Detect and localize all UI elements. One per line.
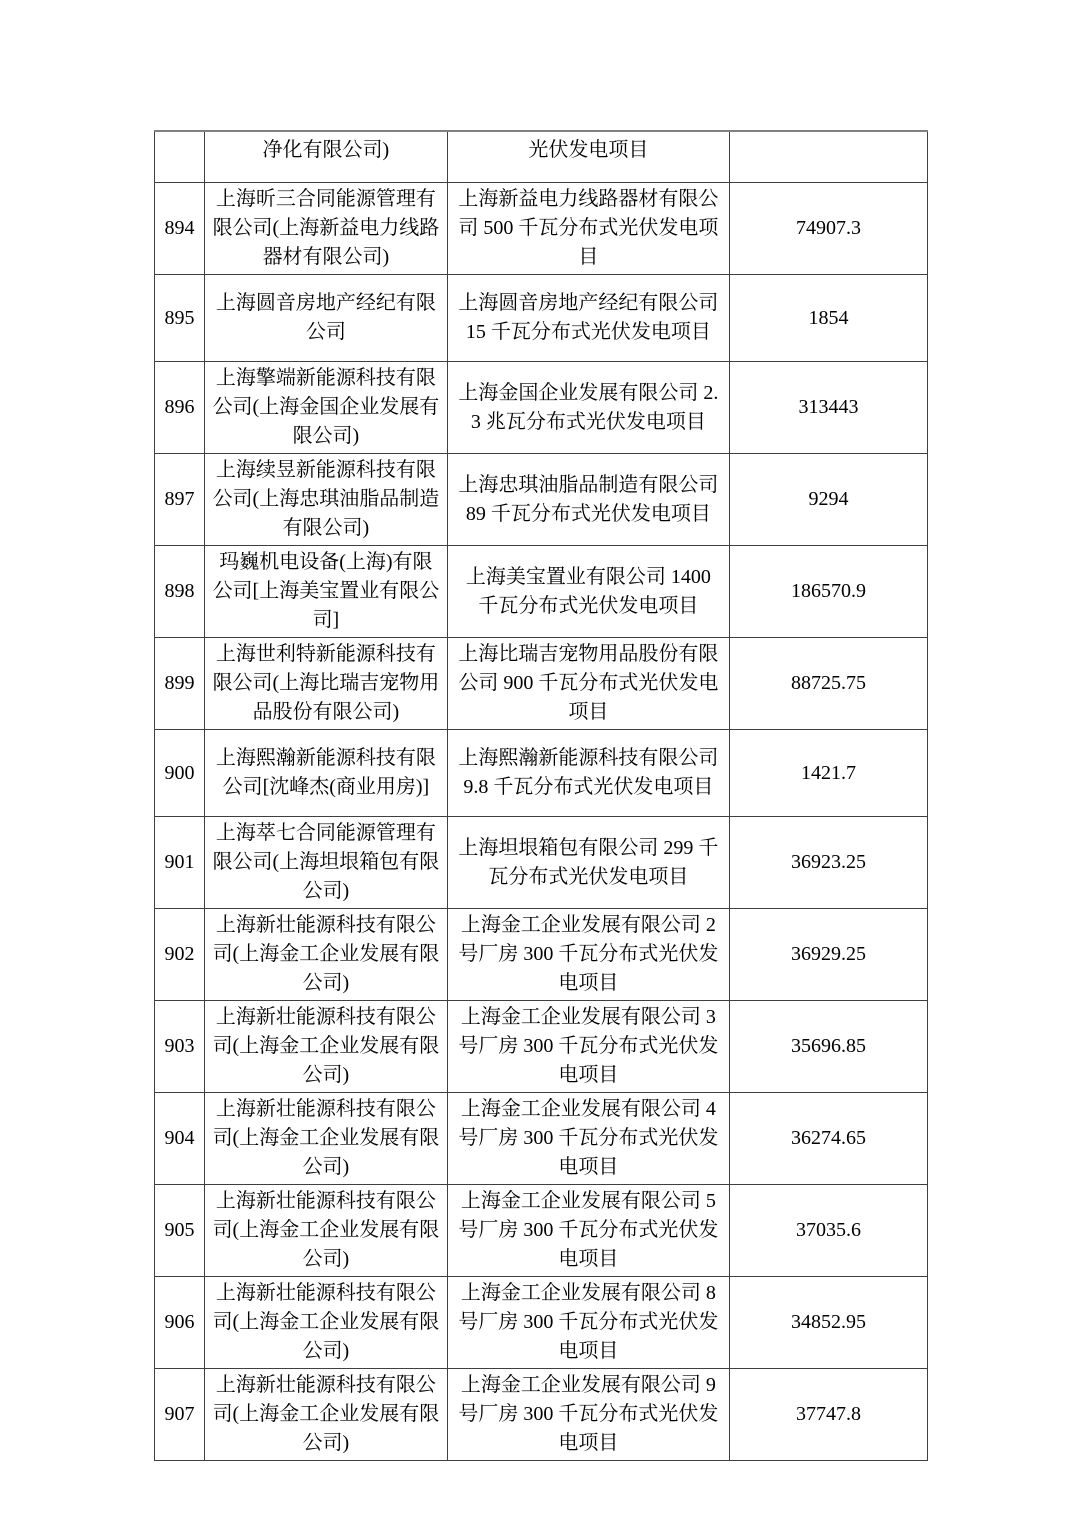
row-number-cell: 897	[155, 454, 205, 546]
project-cell: 上海金工企业发展有限公司 3 号厂房 300 千瓦分布式光伏发电项目	[447, 1001, 729, 1093]
generation-value-cell: 36929.25	[729, 909, 927, 1001]
company-cell: 上海新壮能源科技有限公司(上海金工企业发展有限公司)	[205, 1277, 448, 1369]
project-cell: 上海金工企业发展有限公司 8 号厂房 300 千瓦分布式光伏发电项目	[447, 1277, 729, 1369]
company-cell: 净化有限公司)	[205, 131, 448, 183]
generation-value-cell: 313443	[729, 362, 927, 454]
generation-value-cell: 186570.9	[729, 546, 927, 638]
project-cell: 上海忠琪油脂品制造有限公司 89 千瓦分布式光伏发电项目	[447, 454, 729, 546]
project-cell: 光伏发电项目	[447, 131, 729, 183]
row-number-cell: 906	[155, 1277, 205, 1369]
company-cell: 上海新壮能源科技有限公司(上海金工企业发展有限公司)	[205, 909, 448, 1001]
row-number-cell: 904	[155, 1093, 205, 1185]
project-cell: 上海金工企业发展有限公司 2 号厂房 300 千瓦分布式光伏发电项目	[447, 909, 729, 1001]
company-cell: 上海新壮能源科技有限公司(上海金工企业发展有限公司)	[205, 1001, 448, 1093]
company-cell: 上海熙瀚新能源科技有限公司[沈峰杰(商业用房)]	[205, 730, 448, 817]
generation-value-cell: 37747.8	[729, 1369, 927, 1461]
project-cell: 上海坦垠箱包有限公司 299 千瓦分布式光伏发电项目	[447, 817, 729, 909]
generation-value-cell: 1854	[729, 275, 927, 362]
row-number-cell: 905	[155, 1185, 205, 1277]
generation-value-cell: 36923.25	[729, 817, 927, 909]
table-row	[155, 1277, 928, 1369]
table-row	[155, 1093, 928, 1185]
project-cell: 上海圆音房地产经纪有限公司 15 千瓦分布式光伏发电项目	[447, 275, 729, 362]
company-cell: 玛巍机电设备(上海)有限公司[上海美宝置业有限公司]	[205, 546, 448, 638]
project-cell: 上海熙瀚新能源科技有限公司 9.8 千瓦分布式光伏发电项目	[447, 730, 729, 817]
row-number-cell	[155, 131, 205, 183]
project-cell: 上海金工企业发展有限公司 9 号厂房 300 千瓦分布式光伏发电项目	[447, 1369, 729, 1461]
row-number-cell: 903	[155, 1001, 205, 1093]
company-cell: 上海世利特新能源科技有限公司(上海比瑞吉宠物用品股份有限公司)	[205, 638, 448, 730]
pv-projects-table	[154, 130, 928, 1461]
table-row	[155, 362, 928, 454]
row-number-cell: 898	[155, 546, 205, 638]
generation-value-cell: 34852.95	[729, 1277, 927, 1369]
table-row	[155, 546, 928, 638]
table-row	[155, 638, 928, 730]
generation-value-cell: 37035.6	[729, 1185, 927, 1277]
project-cell: 上海金国企业发展有限公司 2.3 兆瓦分布式光伏发电项目	[447, 362, 729, 454]
row-number-cell: 896	[155, 362, 205, 454]
project-cell: 上海金工企业发展有限公司 4 号厂房 300 千瓦分布式光伏发电项目	[447, 1093, 729, 1185]
project-cell: 上海比瑞吉宠物用品股份有限公司 900 千瓦分布式光伏发电项目	[447, 638, 729, 730]
table-row	[155, 1001, 928, 1093]
generation-value-cell: 35696.85	[729, 1001, 927, 1093]
company-cell: 上海圆音房地产经纪有限公司	[205, 275, 448, 362]
generation-value-cell	[729, 131, 927, 183]
table-row	[155, 817, 928, 909]
company-cell: 上海擎端新能源科技有限公司(上海金国企业发展有限公司)	[205, 362, 448, 454]
project-cell: 上海美宝置业有限公司 1400 千瓦分布式光伏发电项目	[447, 546, 729, 638]
generation-value-cell: 36274.65	[729, 1093, 927, 1185]
project-cell: 上海新益电力线路器材有限公司 500 千瓦分布式光伏发电项目	[447, 183, 729, 275]
table-row	[155, 454, 928, 546]
table-row	[155, 909, 928, 1001]
table-row	[155, 275, 928, 362]
row-number-cell: 901	[155, 817, 205, 909]
table-row	[155, 183, 928, 275]
company-cell: 上海新壮能源科技有限公司(上海金工企业发展有限公司)	[205, 1185, 448, 1277]
table-row-continuation	[155, 131, 928, 183]
row-number-cell: 907	[155, 1369, 205, 1461]
table-row	[155, 1369, 928, 1461]
table-row	[155, 1185, 928, 1277]
row-number-cell: 894	[155, 183, 205, 275]
generation-value-cell: 9294	[729, 454, 927, 546]
row-number-cell: 899	[155, 638, 205, 730]
table-row	[155, 730, 928, 817]
company-cell: 上海续昱新能源科技有限公司(上海忠琪油脂品制造有限公司)	[205, 454, 448, 546]
company-cell: 上海新壮能源科技有限公司(上海金工企业发展有限公司)	[205, 1369, 448, 1461]
row-number-cell: 902	[155, 909, 205, 1001]
row-number-cell: 895	[155, 275, 205, 362]
generation-value-cell: 88725.75	[729, 638, 927, 730]
row-number-cell: 900	[155, 730, 205, 817]
company-cell: 上海新壮能源科技有限公司(上海金工企业发展有限公司)	[205, 1093, 448, 1185]
generation-value-cell: 1421.7	[729, 730, 927, 817]
generation-value-cell: 74907.3	[729, 183, 927, 275]
project-cell: 上海金工企业发展有限公司 5 号厂房 300 千瓦分布式光伏发电项目	[447, 1185, 729, 1277]
company-cell: 上海萃七合同能源管理有限公司(上海坦垠箱包有限公司)	[205, 817, 448, 909]
company-cell: 上海昕三合同能源管理有限公司(上海新益电力线路器材有限公司)	[205, 183, 448, 275]
